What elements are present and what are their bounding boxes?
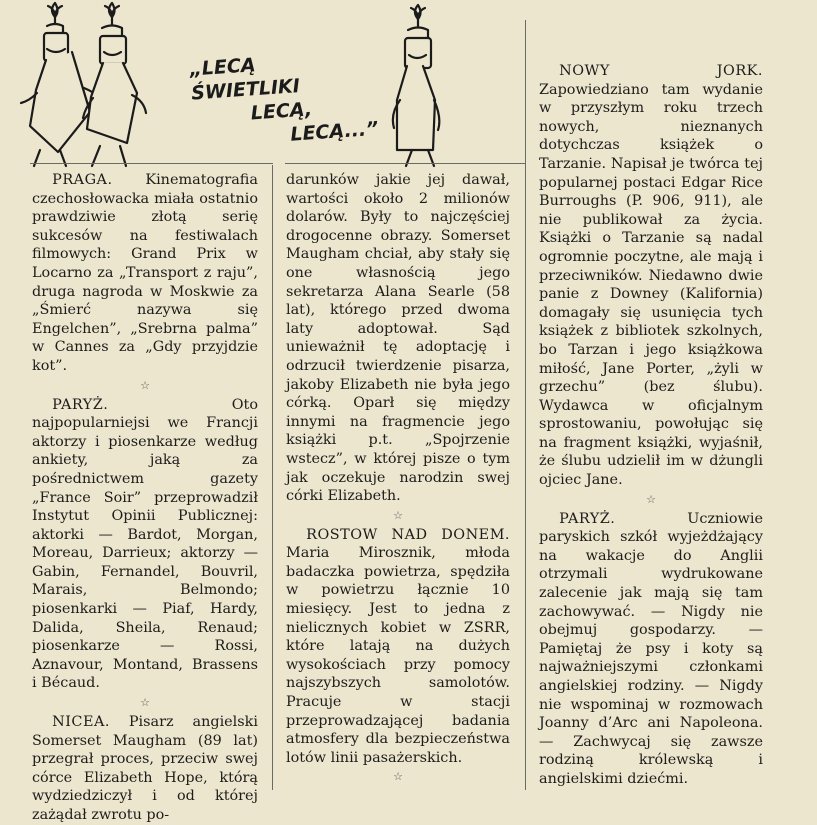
rule-under-heading-2 bbox=[285, 163, 525, 164]
separator-star: ☆ bbox=[393, 508, 403, 522]
separator-star: ☆ bbox=[140, 696, 150, 710]
column-rule-2 bbox=[525, 20, 526, 790]
figure-middle bbox=[83, 3, 146, 166]
column-2 bbox=[286, 171, 510, 787]
page-heading bbox=[188, 47, 380, 154]
separator-star: ☆ bbox=[393, 770, 403, 784]
article-rostow bbox=[286, 526, 510, 768]
article-nowy-jork-text: Zapowiedziano tam wydanie w przyszłym roku trzech nowych, nieznanych dotychczas książek o Tarzanie. Napisał je twórca tej popularnej postaci Edgar Rice Burroughs (P. 906, 911), ale nie publikował za życia. Książki o Tarzanie są nadal ogromnie poczytne, ale mają i przeciwników. Niedawno dwie panie z Downey (Kalifornia) domagały się usunięcia tych książek z bibliotek szkolnych, bo Tarzan i jego książkowa miłość, Jane Porter, „żyli w grzechu” (bez ślubu). Wydawca w oficjalnym sprostowaniu, powołując się na fragment książki, wyjaśnił, że ślubu udzielił im w dżungli ojciec Jane. bbox=[539, 81, 763, 489]
heading-line-1: „LECĄ ŚWIETLIKI bbox=[188, 54, 301, 105]
article-nicea bbox=[32, 713, 258, 825]
article-paryz-2 bbox=[539, 510, 763, 789]
column-3 bbox=[539, 62, 763, 789]
article-paryz-text: Oto najpopularniejsi we Francji aktorzy i piosenkarze według ankiety, jaką za pośrednictwem gazety „France Soir” przeprowadził Instytut Opinii Publicznej: aktorki — Bardot, Morgan, Moreau, Darrieux; aktorzy — Gabin, Fernandel, Bouvril, Marais, Belmondo; piosenkarki — Piaf, Hardy, Dalida, Sheila, Renaud; piosenkarze — Rossi, Aznavour, Montand, Brassens i Bécaud. bbox=[32, 396, 258, 692]
dateline-nowy-jork: NOWY JORK. bbox=[559, 63, 763, 79]
rule-under-heading bbox=[30, 163, 273, 164]
article-praga-text: Kinematografia czechosłowacka miała ostatnio prawdziwie złotą serię sukcesów na festiwalach filmowych: Grand Prix w Locarno za „Transport z raju”, druga nagroda w Moskwie za „Śmierć nazywa się Engelchen”, „Srebrna palma” w Cannes za „Gdy przyjdzie kot”. bbox=[32, 172, 258, 374]
article-nowy-jork bbox=[539, 62, 763, 490]
dateline-nicea: NICEA. bbox=[52, 714, 110, 731]
column-1 bbox=[32, 171, 258, 825]
article-paryz-2-text: Uczniowie paryskich szkół wyjeżdżający na wakacje do Anglii otrzymali wydrukowane zalecenie jak mają się tam zachowywać. — Nigdy nie obejmuj gospodarzy. — Pamiętaj że psy i koty są najważniejszymi członkami angielskiej rodziny. — Nigdy nie wspominaj w rozmowach Joanny d’Arc ani Napoleona. — Zachwycaj się zawsze rodziną królewską i angielskimi dziećmi. bbox=[539, 510, 763, 787]
separator-star: ☆ bbox=[140, 378, 150, 392]
article-nicea-continued: darunków jakie jej dawał, wartości około 2 milionów dolarów. Były to najczęściej drogocenne obrazy. Somerset Maugham chciał, aby stały się one własnością jego sekretarza Alana Searle (58 lat), którego przed dwoma laty adoptował. Sąd unieważnił tę adoptację i odrzucił twierdzenie pisarza, jakoby Elizabeth nie była jego córką. Oparł się między innymi na fragmencie jego książki p.t. „Spojrzenie wstecz”, w której pisze o tym jak oczekuje narodzin swej córki Elizabeth. bbox=[286, 172, 510, 505]
article-nicea-text: Pisarz angielski Somerset Maugham (89 lat) przegrał proces, przeciw swej córce Elizabeth Hope, którą wydziedziczył i od której zażądał zwrotu po- bbox=[32, 714, 258, 823]
dateline-paryz-2: PARYŻ. bbox=[559, 510, 616, 527]
dateline-praga: PRAGA. bbox=[52, 172, 113, 188]
dateline-paryz: PARYŻ. bbox=[52, 396, 109, 413]
article-praga bbox=[32, 171, 258, 376]
article-paryz bbox=[32, 396, 258, 694]
separator-star: ☆ bbox=[646, 492, 656, 506]
dateline-rostow: ROSTOW NAD DONEM. bbox=[306, 526, 510, 543]
heading-line-3: LECĄ...” bbox=[289, 117, 380, 146]
article-rostow-text: Maria Mirosznik, młoda badaczka powietrza, spędziła w powietrzu łącznie 10 miesięcy. Jest to jedna z nielicznych kobiet w ZSRR, które latają na dużych wysokościach przy pomocy najszybszych samolotów. Pracuje w stacji przeprowadzającej badania atmosfery dla bezpieczeństwa lotów linii pasażerskich. bbox=[286, 545, 510, 766]
column-rule-1 bbox=[272, 165, 273, 790]
figure-right bbox=[393, 5, 439, 166]
heading-line-2: LECĄ, bbox=[250, 98, 313, 125]
figure-left bbox=[21, 3, 100, 166]
